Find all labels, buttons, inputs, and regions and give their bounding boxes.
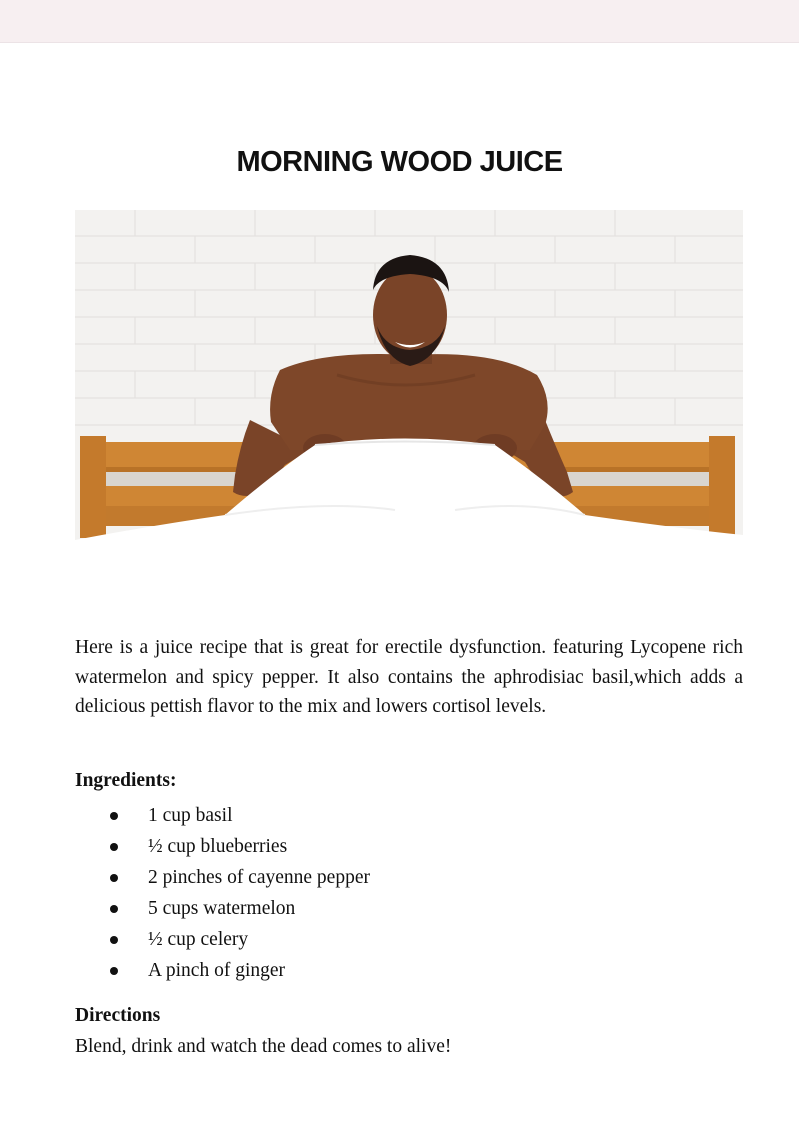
bullet-icon	[110, 812, 118, 820]
ingredient-text: 5 cups watermelon	[148, 898, 296, 919]
ingredients-list	[110, 800, 370, 986]
ingredient-text: ½ cup blueberries	[148, 836, 288, 857]
directions-text: Blend, drink and watch the dead comes to alive!	[75, 1036, 452, 1057]
ingredient-text: A pinch of ginger	[148, 960, 286, 981]
ingredients-heading: Ingredients:	[75, 770, 177, 791]
list-item	[110, 893, 370, 924]
bullet-icon	[110, 936, 118, 944]
list-item	[110, 831, 370, 862]
directions-heading: Directions	[75, 1005, 161, 1026]
list-item	[110, 862, 370, 893]
ingredient-text: 2 pinches of cayenne pepper	[148, 867, 370, 888]
ingredient-text: 1 cup basil	[148, 805, 233, 826]
bullet-icon	[110, 843, 118, 851]
ingredient-text: ½ cup celery	[148, 929, 249, 950]
bullet-icon	[110, 874, 118, 882]
top-bar	[0, 0, 799, 43]
bullet-icon	[110, 967, 118, 975]
intro-paragraph: Here is a juice recipe that is great for erectile dysfunction. featuring Lycopene rich watermelon and spicy pepper. It also contains the aphrodisiac basil,which adds a delicious pettish flavor to the mix and lowers cortisol levels.	[75, 637, 743, 717]
list-item	[110, 955, 370, 986]
bullet-icon	[110, 905, 118, 913]
list-item	[110, 924, 370, 955]
recipe-photo	[75, 210, 743, 616]
list-item	[110, 800, 370, 831]
page-title: MORNING WOOD JUICE	[236, 146, 563, 178]
man-in-bed-photo-icon	[75, 210, 743, 616]
